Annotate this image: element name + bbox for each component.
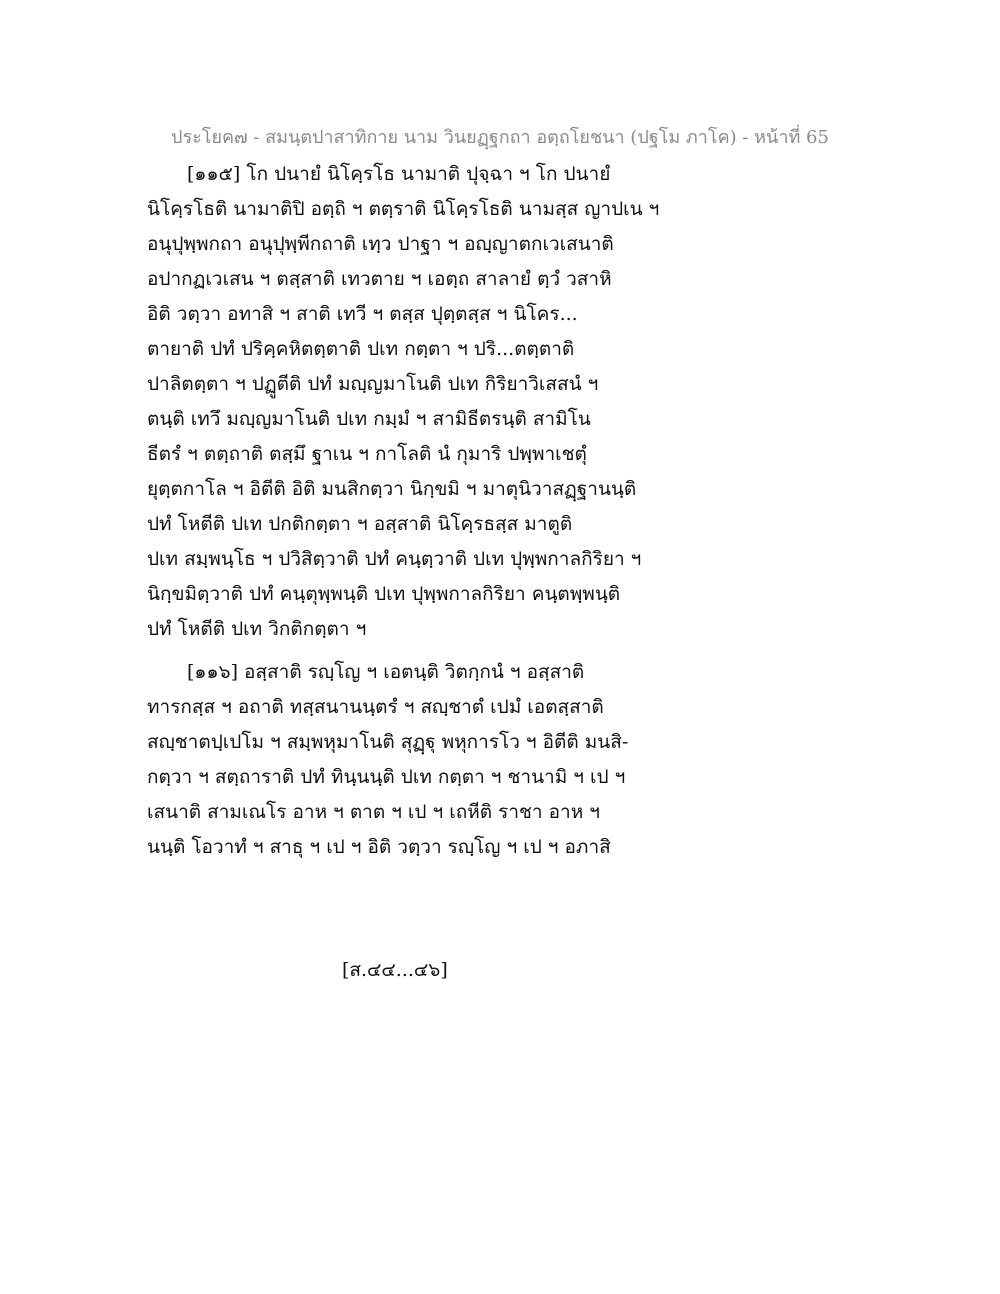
text-line: ตนฺติ เทวึ มญฺญมาโนติ ปเท กมฺมํ ฯ สามิธีตรนฺติ สามิโน: [147, 408, 591, 430]
document-body: [147, 157, 707, 865]
text-line: ธีตรํ ฯ ตตฺถาติ ตสฺมึ ฐาเน ฯ กาโลติ นํ กุมาริ ปพฺพาเชตุํ: [147, 443, 587, 465]
text-line: อนุปุพฺพกถา อนุปุพฺพีกถาติ เทฺว ปาฐา ฯ อญฺญาตกเวเสนาติ: [147, 233, 614, 255]
paragraph-gap: [147, 647, 707, 655]
text-line: นิโคฺรโธติ นามาติปิ อตฺถิ ฯ ตตฺราติ นิโคฺรโธติ นามสฺส ญาปเน ฯ: [147, 198, 660, 220]
text-line: อิติ วตฺวา อทาสิ ฯ สาติ เทวี ฯ ตสฺส ปุตฺตสฺส ฯ นิโคร...: [147, 303, 578, 325]
text-line: ตายาติ ปทํ ปริคฺคหิตตฺตาติ ปเท กตฺตา ฯ ปริ...ตตฺตาติ: [147, 338, 575, 360]
paragraph-115: [147, 157, 707, 647]
paragraph-116: [147, 655, 707, 865]
running-header: ประโยค๗ - สมนฺตปาสาทิกาย นาม วินยฏฺฐกถา อตฺถโยชนา (ปฐโม ภาโค) - หน้าที่ 65: [171, 127, 829, 148]
text-line: [๑๑๕] โก ปนายํ นิโคฺรโธ นามาติ ปุจฺฉา ฯ โก ปนายํ: [187, 163, 611, 185]
text-line: อปากฏเวเสน ฯ ตสฺสาติ เทวตาย ฯ เอตฺถ สาลายํ ตฺวํ วสาหิ: [147, 268, 612, 290]
text-line: ปทํ โหตีติ ปเท วิกติกตฺตา ฯ: [147, 618, 367, 640]
text-line: ปาลิตตฺตา ฯ ปฏูตีติ ปทํ มญฺญมาโนติ ปเท กิริยาวิเสสนํ ฯ: [147, 373, 599, 395]
text-line: ปเท สมฺพนฺโธ ฯ ปวิสิตฺวาติ ปทํ คนฺตฺวาติ ปเท ปุพฺพกาลกิริยา ฯ: [147, 548, 642, 570]
text-line: ยุตฺตกาโล ฯ อิตีติ อิติ มนสิกตฺวา นิกฺขมิ ฯ มาตุนิวาสฏฺฐานนฺติ: [147, 478, 637, 500]
text-line: สญฺชาตปฺเปโม ฯ สมฺพหุมาโนติ สุฏฺฐุ พหุการโว ฯ อิตีติ มนสิ-: [147, 731, 629, 753]
text-line: [๑๑๖] อสฺสาติ รญฺโญ ฯ เอตนฺติ วิตกฺกนํ ฯ อสฺสาติ: [187, 661, 585, 683]
text-line: นนฺติ โอวาทํ ฯ สาธุ ฯ เป ฯ อิติ วตฺวา รญฺโญ ฯ เป ฯ อภาสิ: [147, 836, 611, 858]
page-reference: [ส.๔๔...๔๖]: [342, 959, 448, 981]
text-line: นิกฺขมิตฺวาติ ปทํ คนฺตุพฺพนฺติ ปเท ปุพฺพกาลกิริยา คนฺตพฺพนฺติ: [147, 583, 621, 605]
text-line: เสนาติ สามเณโร อาห ฯ ตาต ฯ เป ฯ เถหีติ ราชา อาห ฯ: [147, 801, 600, 823]
text-line: ปทํ โหตีติ ปเท ปกติกตฺตา ฯ อสฺสาติ นิโคฺรธสฺส มาตูติ: [147, 513, 573, 535]
text-line: ทารกสฺส ฯ อถาติ ทสฺสนานนฺตรํ ฯ สญฺชาตํ เปมํ เอตสฺสาติ: [147, 696, 604, 718]
text-line: กตฺวา ฯ สตฺถาราติ ปทํ ทินฺนนฺติ ปเท กตฺตา ฯ ชานามิ ฯ เป ฯ: [147, 766, 626, 788]
